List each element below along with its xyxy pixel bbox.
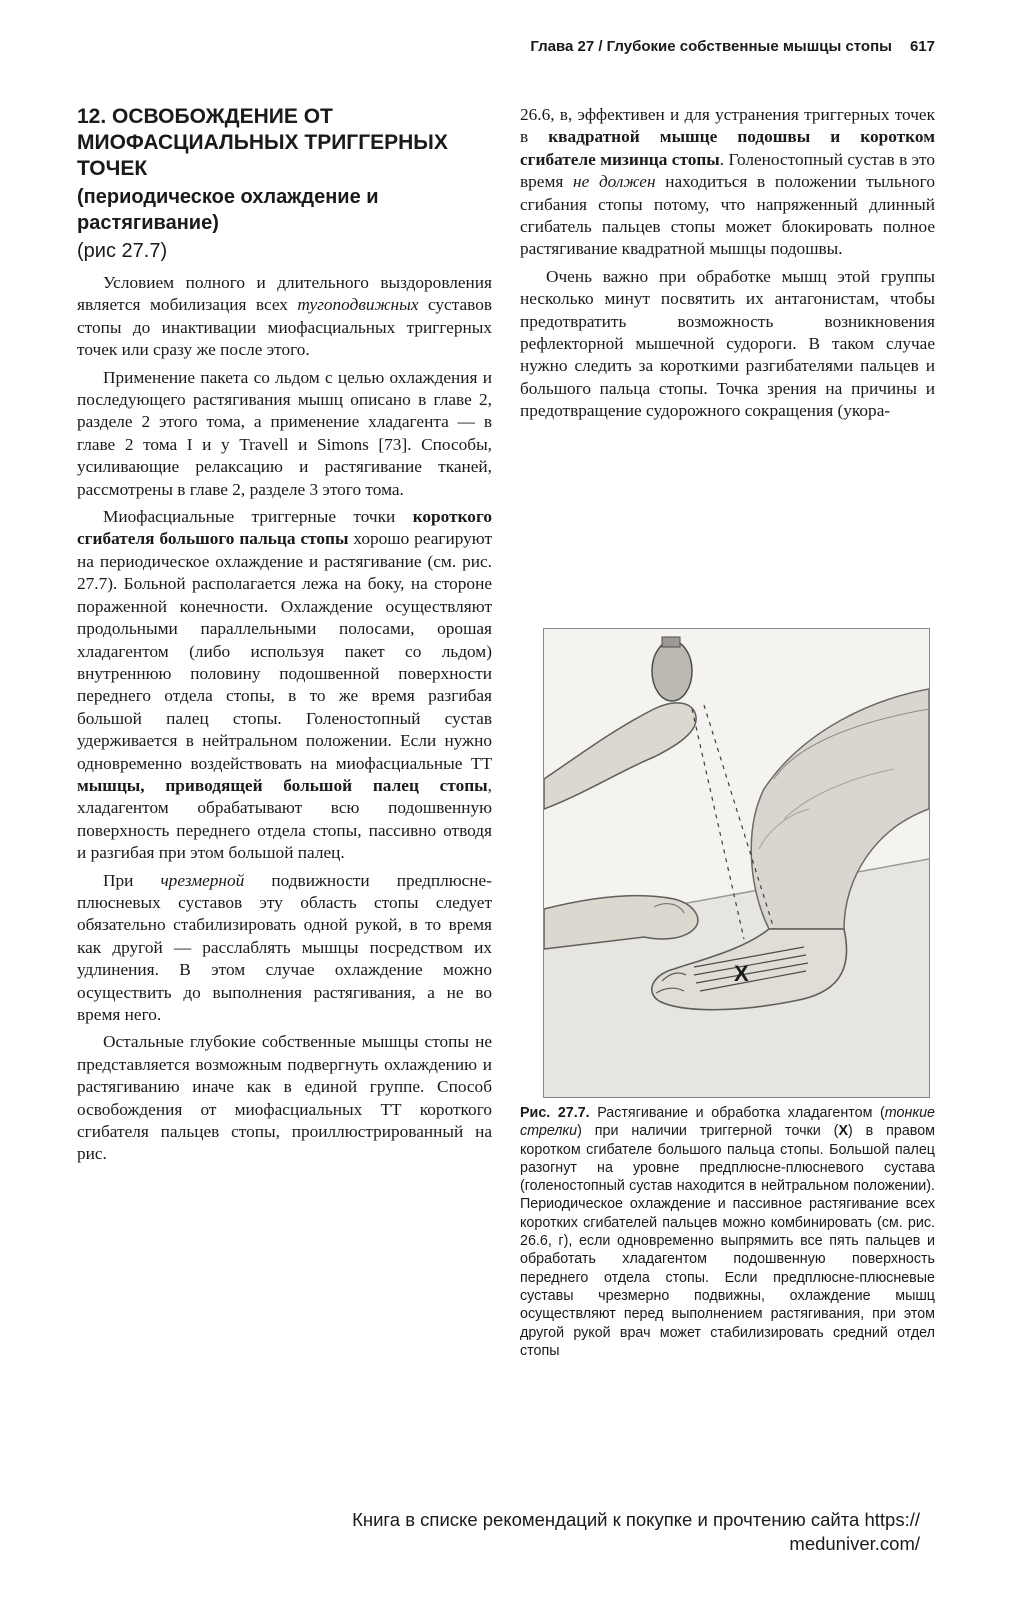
bold-term: квадратной мышце подошвы и коротком сгибателе мизинца стопы (520, 127, 935, 169)
emphasis: чрезмерной (160, 870, 245, 890)
paragraph-6: Очень важно при обработке мышц этой группы несколько минут посвятить их антагонистам, чтобы предотвратить возможность возникновения рефлекторной мышечной судороги. В таком случае нужно следить за короткими разгибателями пальцев и большого пальца стопы. Точка зрения на причины и предотвращение судорожного сокращения (укора- (520, 266, 935, 421)
paragraph-continued (520, 104, 935, 261)
text-run: Условием полного и длительного выздоровления является мобилизация всех (77, 273, 492, 315)
caption-marker: X (838, 1123, 848, 1140)
text-run: подвижности предплюсне-плюсневых суставов эту область стопы следует обязательно стабилизировать одной рукой, в то время как другой — расслаблять мышцы посредством их удлинения. В этом случае охлаждение можно осуществить до выполнения растягивания, а не во время него. (77, 870, 492, 1024)
figure-caption (520, 1104, 935, 1360)
footer-note (160, 1508, 920, 1556)
paragraph-5: Остальные глубокие собственные мышцы стопы не представляется возможным подвергнуть охлаждению и растягиванию иначе как в единой группе. Способ освобождения от миофасциальных ТТ короткого сгибателя пальцев стопы, проиллюстрированный на рис. (77, 1032, 492, 1164)
paragraph-2: Применение пакета со льдом с целью охлаждения и последующего растягивания мышц описано в главе 2, разделе 2 этого тома, а применение хладагента — в главе 2 тома I и у Travell и Simons [73]. Способы, усиливающие релаксацию и растягивание тканей, рассмотрены в главе 2, разделе 3 этого тома. (77, 367, 492, 499)
paragraph-4 (77, 870, 492, 1027)
text-run: суставов стопы до инактивации миофасциальных триггерных точек или сразу же после этого. (77, 295, 492, 360)
text-run: находиться в положении тыльного сгибания стопы потому, что напряженный длинный сгибатель пальцев стопы может блокировать полное растягивание квадратной мышцы подошвы. (520, 172, 935, 259)
trigger-point-marker: X (734, 961, 749, 986)
footer-line-1: Книга в списке рекомендаций к покупке и прочтению сайта https:// (352, 1509, 920, 1530)
caption-text: Растягивание и обработка хладагентом ( (589, 1105, 885, 1121)
emphasis: тугоподвижных (297, 295, 419, 315)
section-subheading: (периодическое охлаждение и растягивание) (77, 186, 379, 234)
footer-line-2: meduniver.com/ (789, 1533, 920, 1554)
bold-term: короткого сгибателя большого пальца стопы (77, 507, 492, 549)
chapter-title: Глава 27 / Глубокие собственные мышцы стопы (530, 38, 892, 55)
right-column (520, 104, 935, 428)
text-run: хорошо реагируют на периодическое охлаждение и растягивание (см. рис. 27.7). Больной располагается лежа на боку, на стороне пораженной конечности. Охлаждение осуществляют продольными параллельными полосами, орошая хладагентом (либо используя пакет со льдом) внутреннюю половину подошвенной поверхности переднего отдела стопы, в то же время разгибая большой палец стопы. Голеностопный сустав удерживается в нейтральном положении. Если нужно одновременно воздействовать на миофасциальные ТТ (77, 529, 493, 773)
figure-27-7 (543, 628, 930, 1098)
paragraph-1 (77, 272, 492, 362)
section-heading: 12. ОСВОБОЖДЕНИЕ ОТ МИОФАСЦИАЛЬНЫХ ТРИГГЕРНЫХ ТОЧЕК (77, 105, 448, 180)
caption-text: ) в правом коротком сгибателе большого пальца стопы. Большой палец разогнут на уровне предплюсне-плюсневого сустава (голеностопный сустав находится в нейтральном положении). Периодическое охлаждение и пассивное растягивание всех коротких сгибателей пальцев можно комбинировать (см. рис. 26.6, г), если одновременно выпрямить все пять пальцев и обработать хладагентом подошвенную поверхность переднего отдела стопы. Если предплюсне-плюсневые суставы чрезмерно подвижны, охлаждение мышц осуществляют перед выполнением растягивания, при этом другой рукой врач может стабилизировать средний отдел стопы (520, 1123, 935, 1359)
bold-term: мышцы, приводящей большой палец стопы (77, 775, 488, 795)
running-head (430, 38, 935, 55)
section-figure-ref: (рис 27.7) (77, 240, 168, 262)
caption-label: Рис. 27.7. (520, 1105, 590, 1121)
text-run: Миофасциальные триггерные точки (103, 507, 413, 527)
text-run: При (103, 870, 161, 890)
paragraph-3 (77, 506, 492, 865)
page-number: 617 (909, 38, 935, 55)
emphasis: не должен (573, 172, 656, 192)
caption-text: ) при наличии триггерной точки ( (577, 1123, 839, 1140)
foot-stretch-illustration-icon (544, 629, 929, 1097)
caption-emphasis: тонкие стрелки (520, 1105, 935, 1140)
left-column (77, 104, 492, 1171)
text-run: , хладагентом обрабатывают всю подошвенную поверхность переднего отдела стопы, пассивно отводя и разгибая при этом большой палец. (77, 775, 492, 863)
text-run: . Голеностопный сустав в это время (520, 149, 935, 192)
text-run: 26.6, в, эффективен и для устранения триггерных точек в (520, 105, 935, 147)
